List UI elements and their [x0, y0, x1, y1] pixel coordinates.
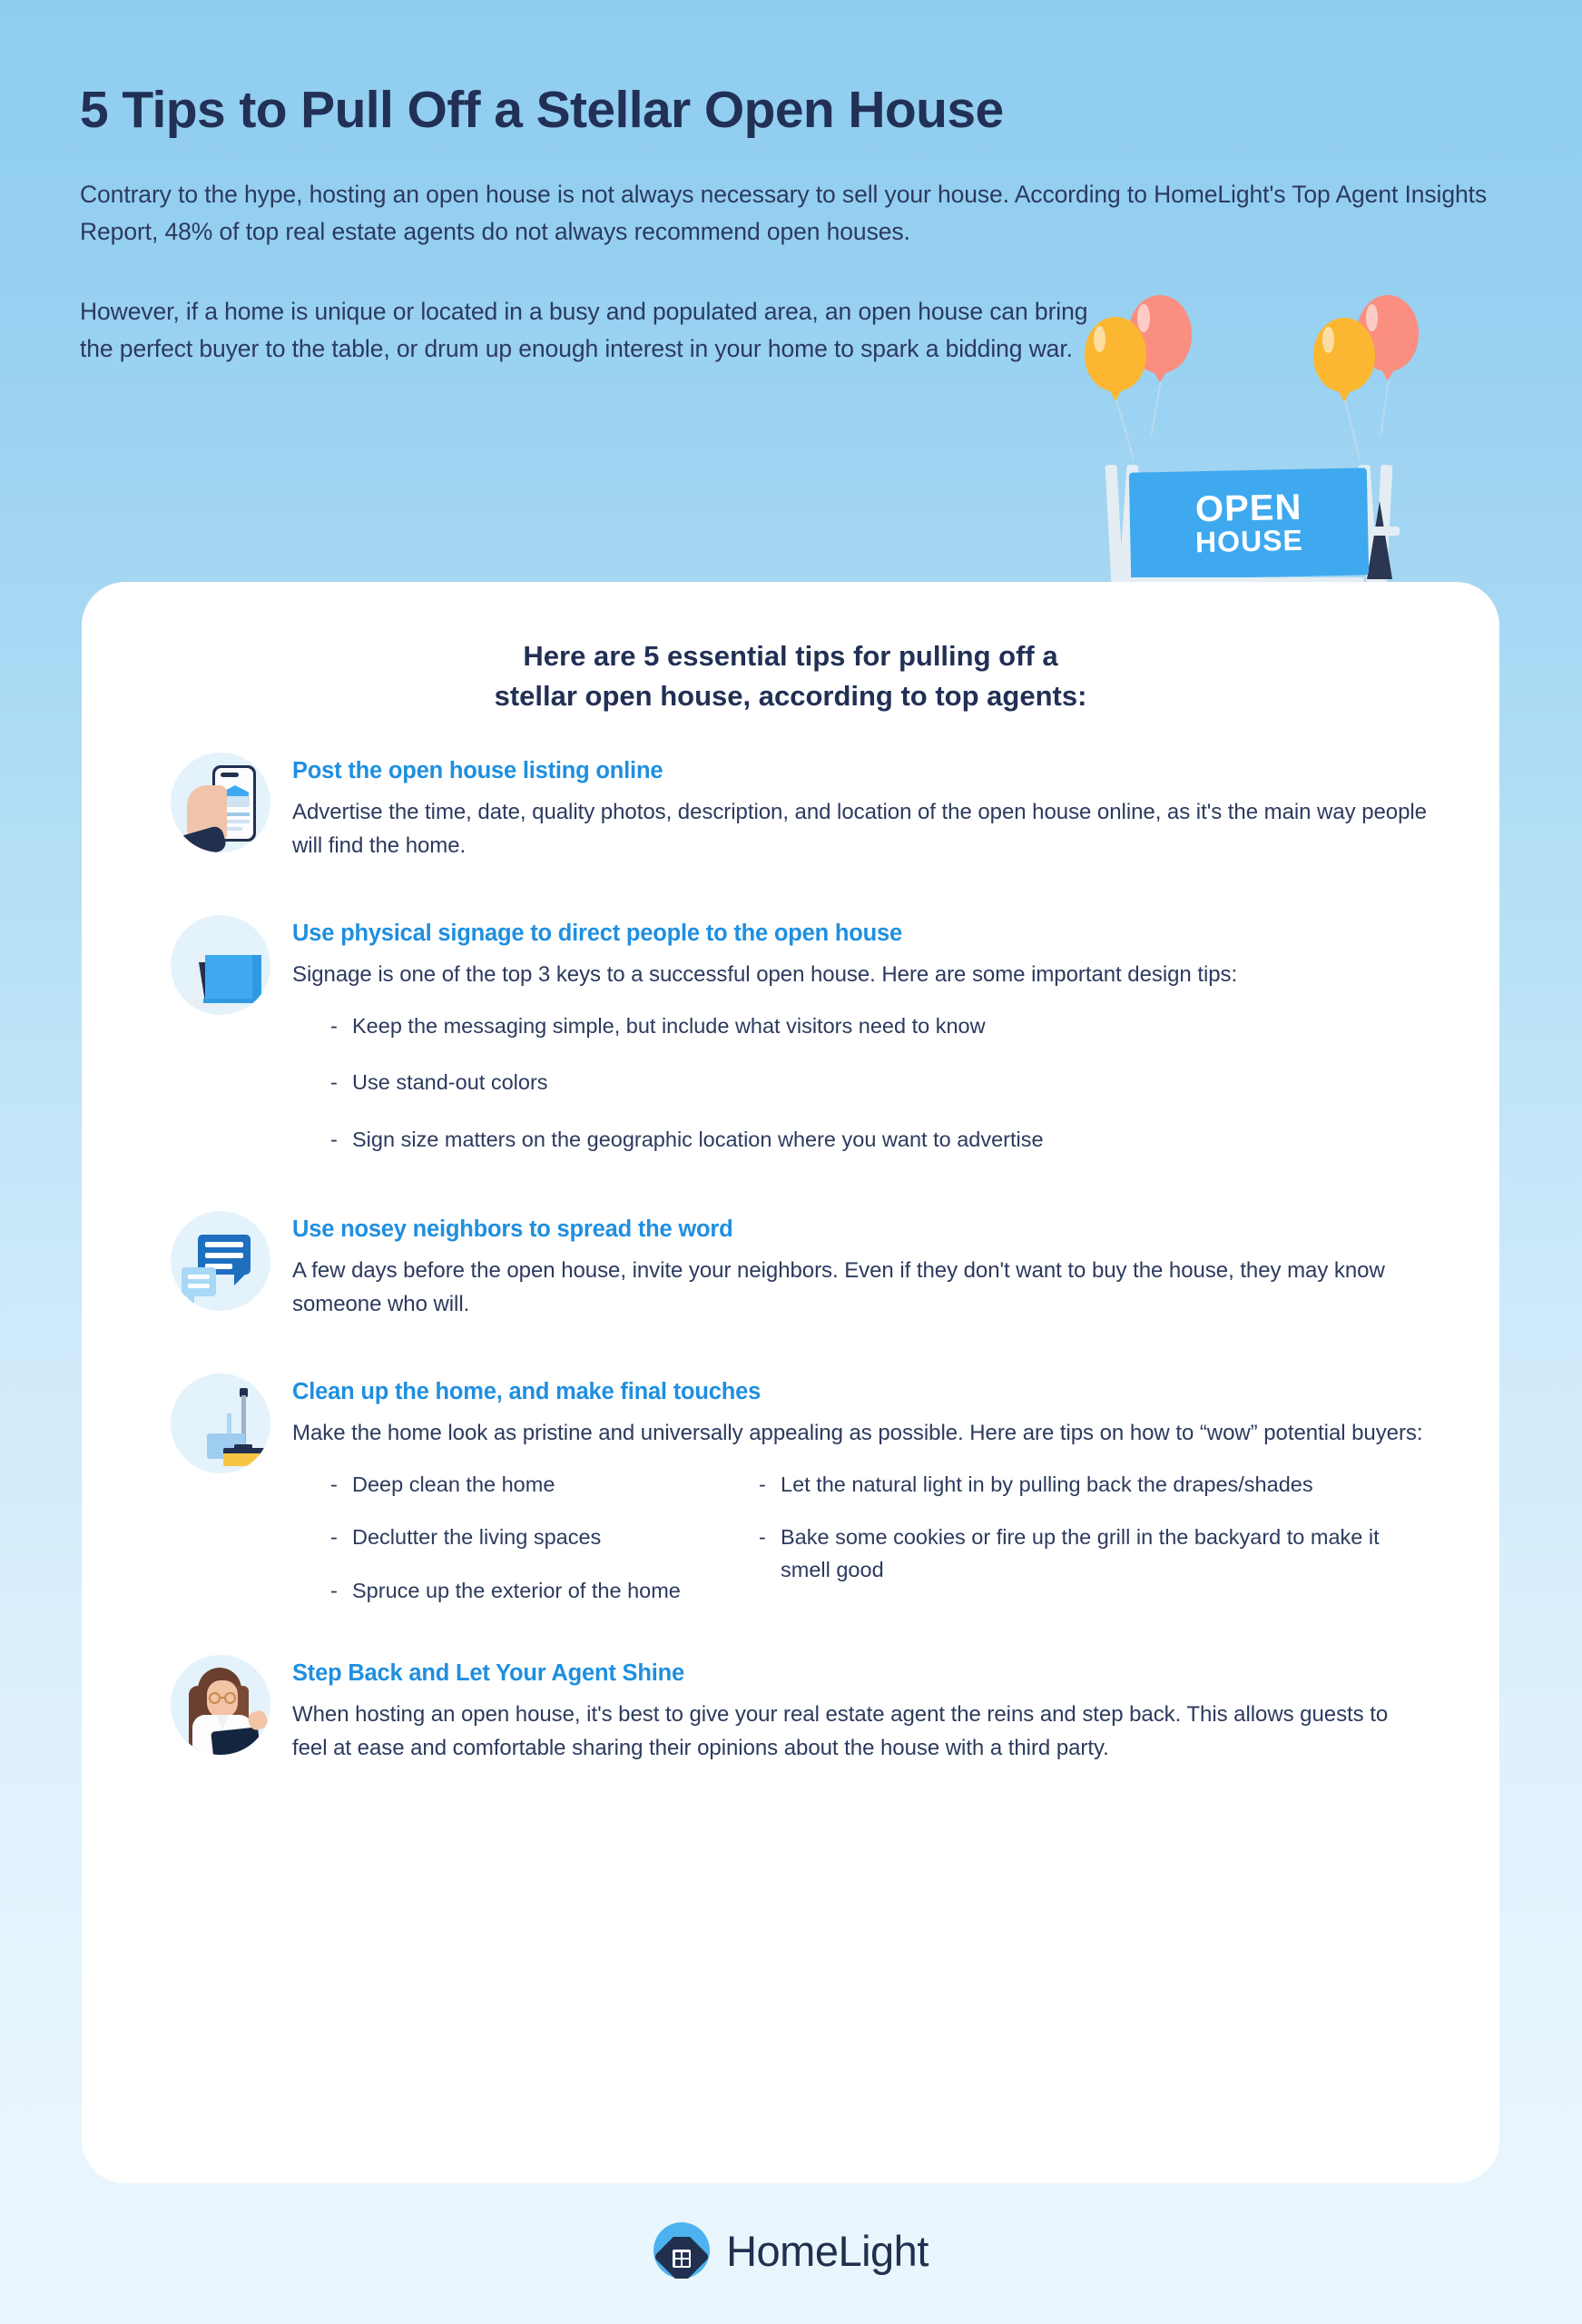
tip-item-1 [82, 753, 1499, 862]
list-item: - Declutter the living spaces [330, 1521, 721, 1553]
list-item: - Bake some cookies or fire up the grill in the backyard to make it smell good [759, 1521, 1429, 1607]
tip-title-3: Use nosey neighbors to spread the word [292, 1216, 733, 1242]
list-item: - Deep clean the home [330, 1469, 721, 1501]
card-heading-line-2: stellar open house, according to top agents: [494, 680, 1087, 713]
a-frame-sign-icon [171, 915, 270, 1015]
tip-title-4: Clean up the home, and make final touches [292, 1379, 762, 1405]
broom-dustpan-icon [171, 1374, 270, 1473]
tip-body-1 [292, 753, 1429, 862]
open-house-sign [1101, 487, 1455, 586]
spacer [82, 1180, 1499, 1211]
tip-text-2: Signage is one of the top 3 keys to a successful open house. Here are some important design tips: [292, 962, 1238, 988]
sign-text-house: HOUSE [1194, 523, 1304, 559]
intro-paragraph-2: However, if a home is unique or located in a busy and populated area, an open house can bring the perfect buyer to the table, or drum up enough interest in your home to spark a bidding war. [80, 297, 1088, 362]
tip-text-3: A few days before the open house, invite your neighbors. Even if they don't want to buy the house, they may know someone who will. [292, 1257, 1385, 1316]
tip-item-4 [82, 1374, 1499, 1627]
tip-text-5: When hosting an open house, it's best to give your real estate agent the reins and step back. This allows guests to feel at ease and comfortable sharing their opinions about the house with a third party. [292, 1701, 1389, 1760]
footer [0, 2222, 1582, 2279]
tip-title-2: Use physical signage to direct people to the open house [292, 921, 902, 947]
card-heading-line-1: Here are 5 essential tips for pulling off a [523, 640, 1058, 672]
sign-text-open: OPEN [1194, 487, 1302, 529]
list-item: - Use stand-out colors [330, 1067, 1429, 1098]
tip-body-4 [292, 1374, 1429, 1627]
tip-title-1: Post the open house listing online [292, 758, 663, 784]
tip-text-1: Advertise the time, date, quality photos, description, and location of the open house online, as it's the main way people will find the home. [292, 800, 1427, 858]
list-item: - Keep the messaging simple, but include what visitors need to know [330, 1010, 1429, 1042]
tips-list [82, 716, 1499, 1765]
page-title: 5 Tips to Pull Off a Stellar Open House [80, 81, 1004, 139]
list-item: - Spruce up the exterior of the home [330, 1575, 721, 1607]
tip-item-5 [82, 1655, 1499, 1765]
tip-body-5 [292, 1655, 1429, 1765]
list-item: - Let the natural light in by pulling back the drapes/shades [759, 1469, 1429, 1501]
list-item: - Sign size matters on the geographic location where you want to advertise [330, 1124, 1429, 1156]
tip-body-2 [292, 915, 1429, 1179]
brand-name: HomeLight [726, 2226, 929, 2275]
tip-item-2 [82, 915, 1499, 1179]
speech-bubbles-icon [171, 1211, 270, 1311]
card-heading [82, 582, 1499, 716]
spacer [82, 1628, 1499, 1655]
tip-item-3 [82, 1211, 1499, 1321]
balloon-yellow-left [1085, 317, 1146, 412]
real-estate-agent-icon [171, 1655, 270, 1755]
open-house-illustration [1085, 295, 1466, 586]
spacer [82, 862, 1499, 915]
homelight-logo-icon [653, 2222, 710, 2279]
spacer [82, 1321, 1499, 1374]
tip-text-4: Make the home look as pristine and universally appealing as possible. Here are tips on how to “wow” potential buyers: [292, 1421, 1423, 1446]
tip-2-bullets [292, 1010, 1429, 1156]
tips-card [82, 582, 1499, 2183]
balloon-yellow-right [1313, 318, 1375, 413]
tip-title-5: Step Back and Let Your Agent Shine [292, 1659, 684, 1686]
open-house-sign-board [1129, 468, 1369, 579]
tip-4-bullets [292, 1469, 1429, 1628]
intro-paragraph-1: Contrary to the hype, hosting an open house is not always necessary to sell your house. According to HomeLight's Top Agent Insights Report, 48% of top real estate agents do not always recommend open houses. [80, 180, 1488, 246]
tip-body-3 [292, 1211, 1429, 1321]
phone-listing-icon [171, 753, 270, 852]
logo-house-window [673, 2250, 691, 2268]
